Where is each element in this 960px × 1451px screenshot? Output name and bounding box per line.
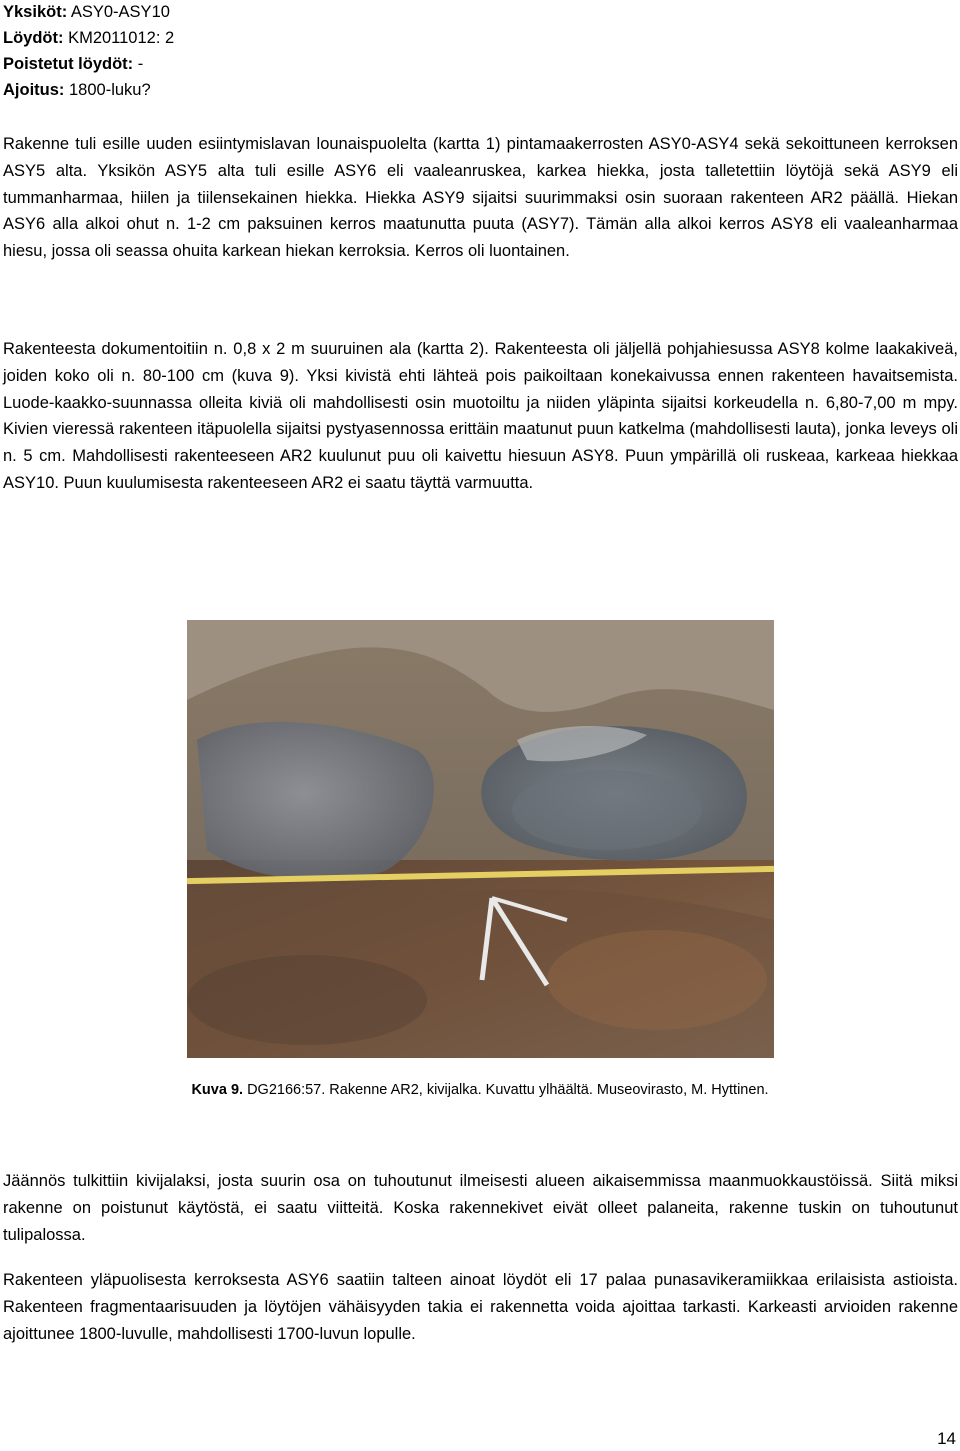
excavation-photo — [187, 620, 774, 1058]
dating-label: Ajoitus: — [3, 81, 65, 99]
paragraph-documentation: Rakenteesta dokumentoitiin n. 0,8 x 2 m suuruinen ala (kartta 2). Rakenteesta oli jäljellä pohjahiesussa ASY8 kolme laakakiveä, joiden koko oli n. 80-100 cm (kuva 9). Yksi kivistä ehti lähteä pois paikoiltaan konekaivussa ennen rakenteen havaitsemista. Luode-kaakko-suunnassa olleita kiviä oli mahdollisesti osin muotoiltu ja niiden yläpinta sijaitsi korkeudella n. 6,80-7,00 m mpy. Kivien vieressä rakenteen itäpuolella sijaitsi pystyasennossa erittäin maatunut puun katkelma (mahdollisesti lauta), jonka leveys oli n. 5 cm. Mahdollisesti rakenteeseen AR2 kuulunut puu oli kaivettu hiesuun ASY8. Puun ympärillä oli ruskeaa, karkeaa hiekkaa ASY10. Puun kuulumisesta rakenteeseen AR2 ei saatu täyttä varmuutta. — [3, 340, 958, 492]
units-label: Yksiköt: — [3, 3, 68, 21]
removed-finds-label: Poistetut löydöt: — [3, 55, 134, 73]
paragraph-finds-dating: Rakenteen yläpuolisesta kerroksesta ASY6 saatiin talteen ainoat löydöt eli 17 palaa punasavikeramiikkaa erilaisista astioista. Rakenteen fragmentaarisuuden ja löytöjen vähäisyyden takia ei rakennetta voida ajoittaa tarkasti. Karkeasti arvioiden rakenne ajoittunee 1800-luvulle, mahdollisesti 1700-luvun lopulle. — [3, 1271, 958, 1343]
paragraph-interpretation: Jäännös tulkittiin kivijalaksi, josta suurin osa on tuhoutunut ilmeisesti alueen aikaisemmissa maanmuokkaustöissä. Siitä miksi rakenne on poistunut käytöstä, ei saatu viitteitä. Koska rakennekivet eivät olleet palaneita, rakenne tuskin on tuhoutunut tulipalossa. — [3, 1172, 958, 1244]
figure-caption-text: DG2166:57. Rakenne AR2, kivijalka. Kuvattu ylhäältä. Museovirasto, M. Hyttinen. — [243, 1082, 769, 1098]
removed-finds-value: - — [133, 55, 144, 73]
dating-value: 1800-luku? — [64, 81, 151, 99]
figure-caption-label: Kuva 9. — [191, 1082, 244, 1098]
dating-line — [3, 77, 603, 103]
finds-value: KM2011012: 2 — [63, 29, 175, 47]
figure-caption — [0, 1079, 960, 1101]
finds-label: Löydöt: — [3, 29, 64, 47]
metadata-block — [3, 0, 603, 103]
units-line — [3, 0, 603, 25]
finds-line — [3, 25, 603, 51]
paragraph-structure-exposure: Rakenne tuli esille uuden esiintymislavan lounaispuolelta (kartta 1) pintamaakerrosten ASY0-ASY4 sekä sekoittuneen kerroksen ASY5 alta. Yksikön ASY5 alta tuli esille ASY6 eli vaaleanruskea, karkea hiekka, josta talletettiin löytöjä sekä ASY9 eli tummanharmaa, hiilen ja tiilensekainen hiekka. Hiekka ASY9 sijaitsi suurimmaksi osin suoraan rakenteen AR2 päällä. Hiekan ASY6 alla alkoi ohut n. 1-2 cm paksuinen kerros maatunutta puuta (ASY7). Tämän alla alkoi kerros ASY8 eli vaaleanharmaa hiesu, jossa oli seassa ohuita karkean hiekan kerroksia. Kerros oli luontainen. — [3, 135, 958, 261]
page-number: 14 — [937, 1429, 956, 1448]
removed-finds-line — [3, 51, 603, 77]
units-value: ASY0-ASY10 — [67, 3, 170, 21]
